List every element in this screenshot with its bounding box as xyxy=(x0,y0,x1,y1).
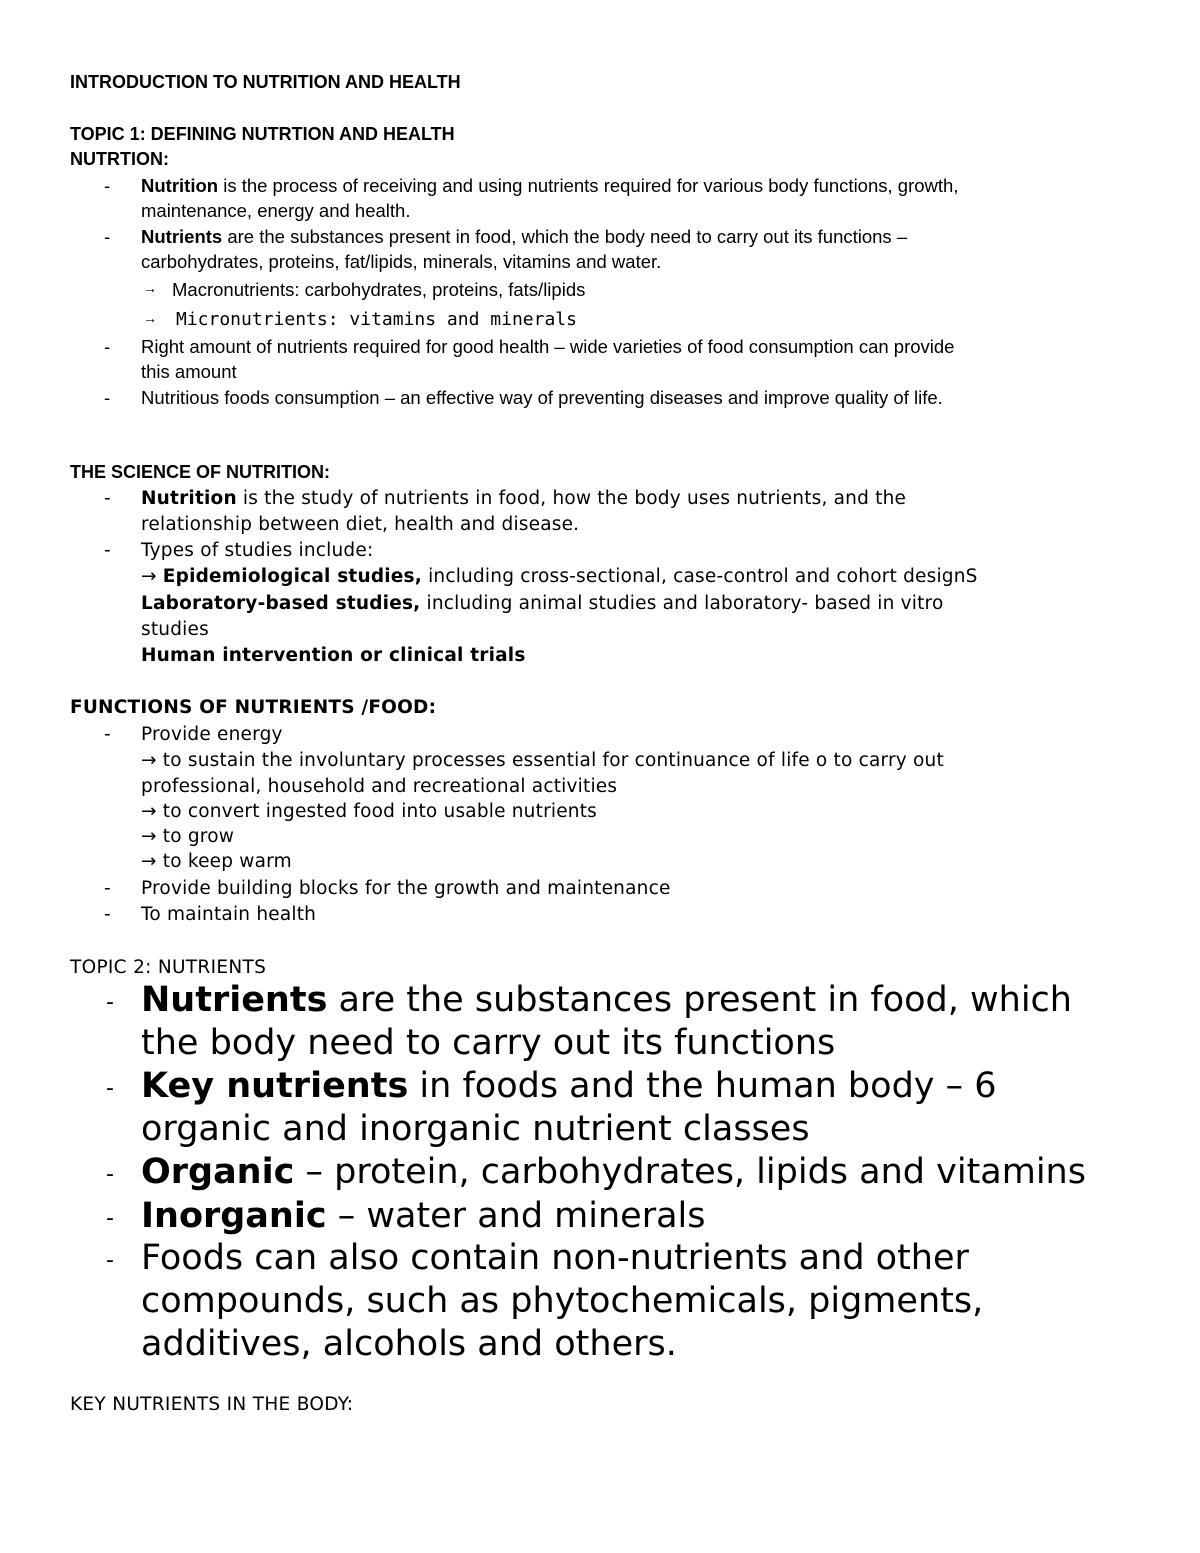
arrow-icon: → xyxy=(141,801,157,822)
definition-text: – water and minerals xyxy=(326,1196,706,1236)
bullet-dash: - xyxy=(104,387,111,408)
function-text: to sustain the involuntary processes essential for continuance of life o to carry out xyxy=(162,750,944,771)
science-heading: THE SCIENCE OF NUTRITION: xyxy=(70,462,330,482)
term: Human intervention or clinical trials xyxy=(141,645,526,666)
bullet-dash: - xyxy=(104,226,111,247)
bullet-dash: - xyxy=(104,175,111,196)
bullet-dash: - xyxy=(104,488,111,509)
arrow-icon: → xyxy=(141,566,157,587)
definition-text: is the process of receiving and using nutrients required for various body functions, growth, xyxy=(218,175,959,196)
list-text: Provide building blocks for the growth and maintenance xyxy=(141,878,671,899)
bullet-dash: - xyxy=(104,904,111,925)
function-text: to convert ingested food into usable nutrients xyxy=(162,801,598,822)
bullet-dash: - xyxy=(104,540,111,561)
arrow-icon: → xyxy=(143,280,157,296)
term: Nutrients xyxy=(141,226,223,247)
definition-text: are the substances present in food, which xyxy=(327,980,1072,1020)
definition-text: is the study of nutrients in food, how the body uses nutrients, and the xyxy=(236,488,907,509)
bullet-dash: - xyxy=(104,724,111,745)
term: Nutrients xyxy=(141,980,328,1020)
bullet-dash: - xyxy=(106,1162,114,1187)
function-text: to grow xyxy=(162,826,235,847)
list-text-continuation: additives, alcohols and others. xyxy=(141,1324,677,1364)
definition-continuation: organic and inorganic nutrient classes xyxy=(141,1109,810,1149)
term: Nutrition xyxy=(141,488,237,509)
term: Inorganic xyxy=(141,1196,327,1236)
definition-text: in foods and the human body – 6 xyxy=(408,1066,997,1106)
topic2-heading: TOPIC 2: NUTRIENTS xyxy=(70,957,267,978)
functions-heading: FUNCTIONS OF NUTRIENTS /FOOD: xyxy=(70,697,437,718)
micronutrients-text: Micronutrients: vitamins and minerals xyxy=(176,309,577,330)
topic1-heading: TOPIC 1: DEFINING NUTRTION AND HEALTH xyxy=(70,124,455,144)
arrow-icon: → xyxy=(141,826,157,847)
list-text-continuation: this amount xyxy=(141,361,237,382)
definition-continuation: relationship between diet, health and disease. xyxy=(141,514,580,535)
list-text-continuation: compounds, such as phytochemicals, pigments, xyxy=(141,1281,984,1321)
bullet-dash: - xyxy=(106,1076,114,1101)
study-text: including cross-sectional, case-control and cohort designS xyxy=(422,566,978,587)
document-title: INTRODUCTION TO NUTRITION AND HEALTH xyxy=(70,72,461,92)
list-text: Nutritious foods consumption – an effective way of preventing diseases and improve quality of life. xyxy=(141,387,943,408)
arrow-icon: → xyxy=(141,750,157,771)
function-text: to keep warm xyxy=(162,851,292,872)
list-text: Right amount of nutrients required for good health – wide varieties of food consumption can provide xyxy=(141,336,955,357)
definition-text: – protein, carbohydrates, lipids and vitamins xyxy=(294,1152,1086,1192)
list-text: To maintain health xyxy=(141,904,317,925)
term: Nutrition xyxy=(141,175,219,196)
bullet-dash: - xyxy=(106,1248,114,1273)
definition-text: are the substances present in food, which the body need to carry out its functions – xyxy=(222,226,908,247)
definition-continuation: maintenance, energy and health. xyxy=(141,200,411,221)
definition-continuation: the body need to carry out its functions xyxy=(141,1023,836,1063)
key-nutrients-heading: KEY NUTRIENTS IN THE BODY: xyxy=(70,1394,354,1415)
bullet-dash: - xyxy=(104,878,111,899)
arrow-icon: → xyxy=(141,851,157,872)
arrow-icon: → xyxy=(143,310,157,326)
list-text: Provide energy xyxy=(141,724,283,745)
term: Organic xyxy=(141,1152,295,1192)
macronutrients-text: Macronutrients: carbohydrates, proteins, fats/lipids xyxy=(172,279,586,300)
list-text: Foods can also contain non-nutrients and other xyxy=(141,1238,969,1278)
definition-continuation: carbohydrates, proteins, fat/lipids, minerals, vitamins and water. xyxy=(141,251,662,272)
bullet-dash: - xyxy=(104,336,111,357)
study-text: including animal studies and laboratory- based in vitro xyxy=(420,593,944,614)
term: Key nutrients xyxy=(141,1066,409,1106)
term: Epidemiological studies, xyxy=(162,566,422,587)
term: Laboratory-based studies, xyxy=(141,593,421,614)
list-text: Types of studies include: xyxy=(141,540,374,561)
function-text-continuation: professional, household and recreational activities xyxy=(141,776,618,797)
study-text-continuation: studies xyxy=(141,619,209,640)
bullet-dash: - xyxy=(106,1206,114,1231)
bullet-dash: - xyxy=(106,990,114,1015)
nutrition-subheading: NUTRTION: xyxy=(70,149,169,169)
